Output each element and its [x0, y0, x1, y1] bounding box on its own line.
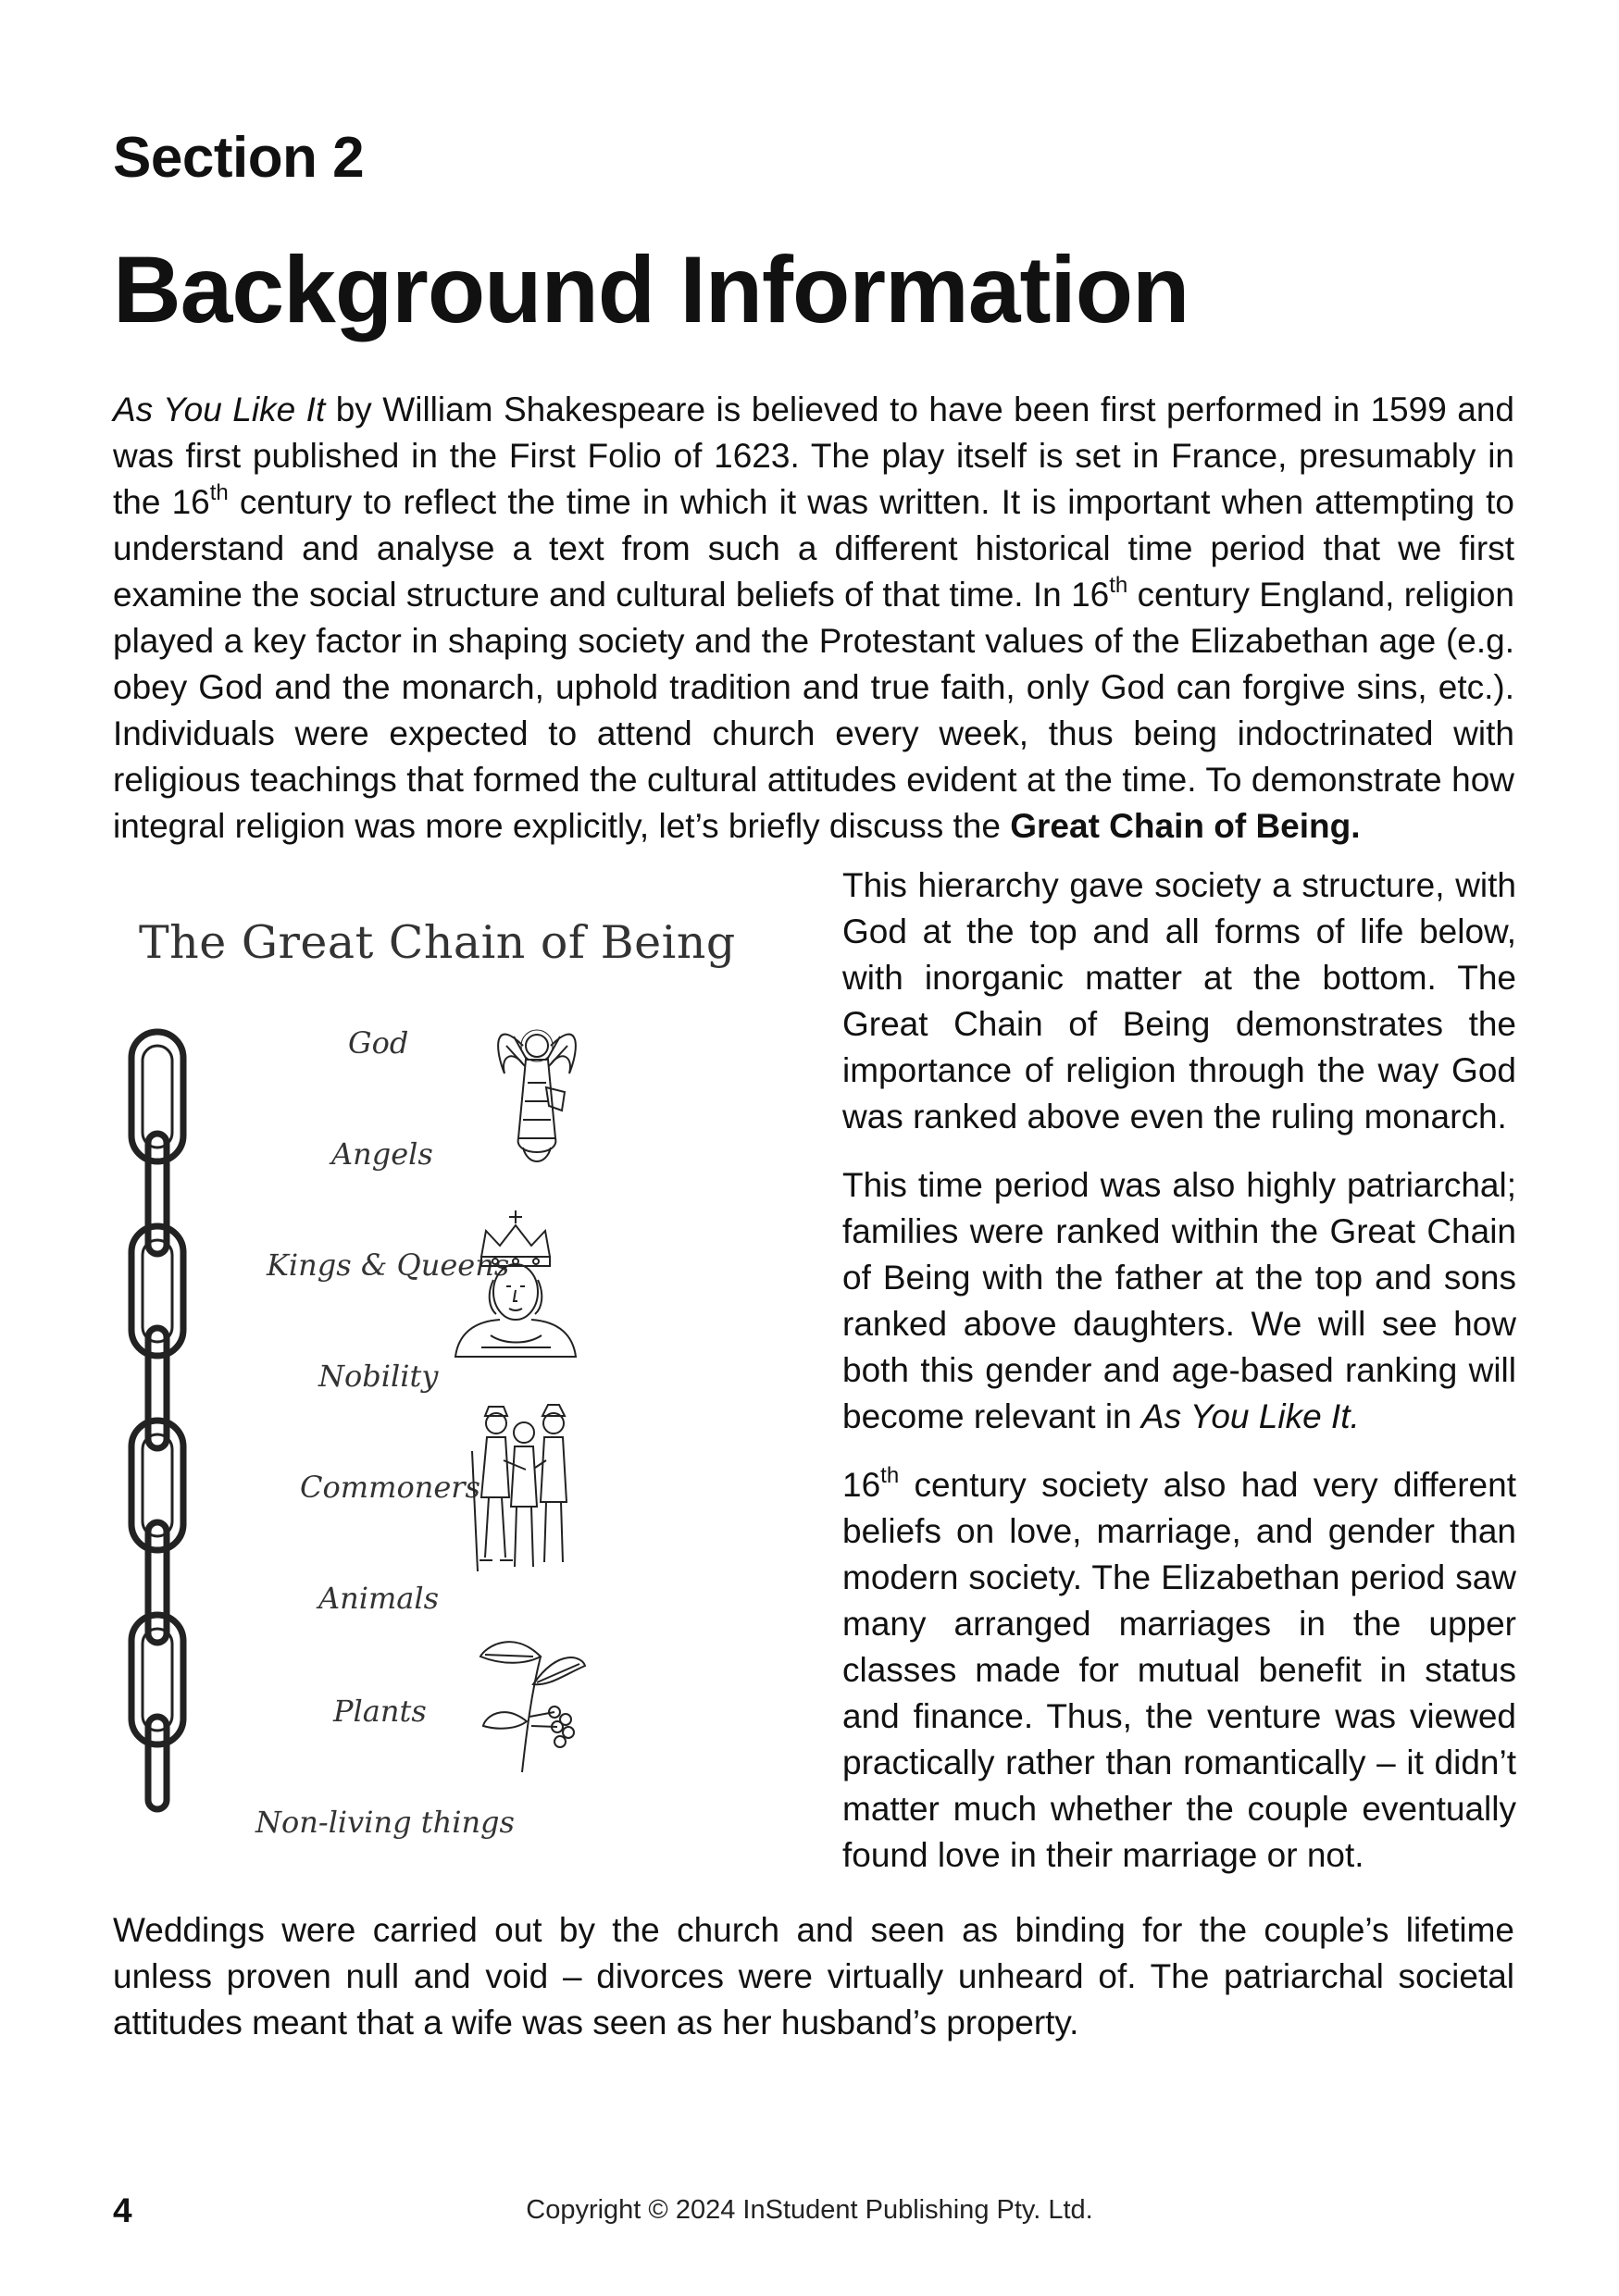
- rank-animals: Animals: [318, 1581, 440, 1616]
- figure-title: The Great Chain of Being: [139, 916, 736, 969]
- right-column: [842, 863, 1516, 1879]
- intro-text-1: by William Shakespeare is believed to have been first performed in 1599 and was first published in the First Folio of 1623. The play itself is set in France, presumably in the 16: [113, 391, 1515, 521]
- play-title: As You Like It: [113, 391, 326, 428]
- page-number: 4: [113, 2191, 132, 2229]
- page-title: Background Information: [113, 237, 1189, 342]
- ordinal-suffix: th: [880, 1463, 900, 1488]
- hierarchy-paragraph: This hierarchy gave society a structure, with God at the top and all forms of life below, with inorganic matter at the bottom. The Great Chain of Being demonstrates the importance of religion through the way God was ranked above even the ruling monarch.: [842, 866, 1516, 1136]
- intro-text-2: century to reflect the time in which it was written. It is important when attempting to understand and analyse a text from such a different historical time period that we first examine the social structure and cultural beliefs of that time. In 16: [113, 483, 1514, 614]
- chain-icon: [120, 1027, 194, 1814]
- king-icon: [454, 1210, 579, 1359]
- weddings-paragraph: Weddings were carried out by the church and seen as binding for the couple’s lifetime unless proven null and void – divorces were virtually unheard of. The patriarchal societal attitudes meant that a wife was seen as her husband’s property.: [113, 1911, 1514, 2042]
- plant-icon: [476, 1620, 587, 1777]
- intro-text-3: century England, religion played a key factor in shaping society and the Protestant values of the Elizabethan age (e.g. obey God and the monarch, uphold tradition and true faith, only God can forgive sins, etc.). Individuals were expected to attend church every week, thus being indoctrinated with religious teachings that formed the cultural attitudes evident at the time. To demonstrate how integral religion was more explicitly, let’s briefly discuss the: [113, 576, 1514, 845]
- great-chain-figure: [120, 898, 736, 1869]
- great-chain-term: Great Chain of Being.: [1010, 807, 1361, 845]
- society-paragraph: [842, 1462, 1516, 1879]
- copyright-notice: Copyright © 2024 InStudent Publishing Pty. Ltd.: [526, 2195, 1093, 2225]
- rank-non-living: Non-living things: [255, 1805, 515, 1840]
- patriarchy-paragraph: [842, 1162, 1516, 1440]
- patriarchy-text: This time period was also highly patriarchal; families were ranked within the Great Chain of Being with the father at the top and sons ranked above daughters. We will see how both this gender and age-based ranking will become relevant in: [842, 1166, 1516, 1435]
- rank-angels: Angels: [331, 1136, 433, 1172]
- rank-nobility: Nobility: [318, 1359, 439, 1394]
- angel-icon: [486, 1009, 588, 1175]
- intro-paragraph: [113, 387, 1514, 850]
- commoners-icon: [468, 1396, 579, 1581]
- century-number: 16: [842, 1466, 881, 1504]
- rank-commoners: Commoners: [300, 1470, 480, 1505]
- ordinal-suffix: th: [209, 480, 229, 505]
- ordinal-suffix: th: [1109, 573, 1128, 598]
- rank-plants: Plants: [333, 1694, 427, 1729]
- rank-god: God: [348, 1025, 409, 1061]
- society-text: century society also had very different beliefs on love, marriage, and gender than modern society. The Elizabethan period saw many arranged marriages in the upper classes made for mutual benefit in status and finance. Thus, the venture was viewed practically rather than romantically – it didn’t matter much whether the couple eventually found love in their marriage or not.: [842, 1466, 1516, 1874]
- section-label: Section 2: [113, 126, 365, 190]
- play-title: As You Like It.: [1140, 1397, 1360, 1435]
- rank-kings-queens: Kings & Queens: [267, 1247, 510, 1283]
